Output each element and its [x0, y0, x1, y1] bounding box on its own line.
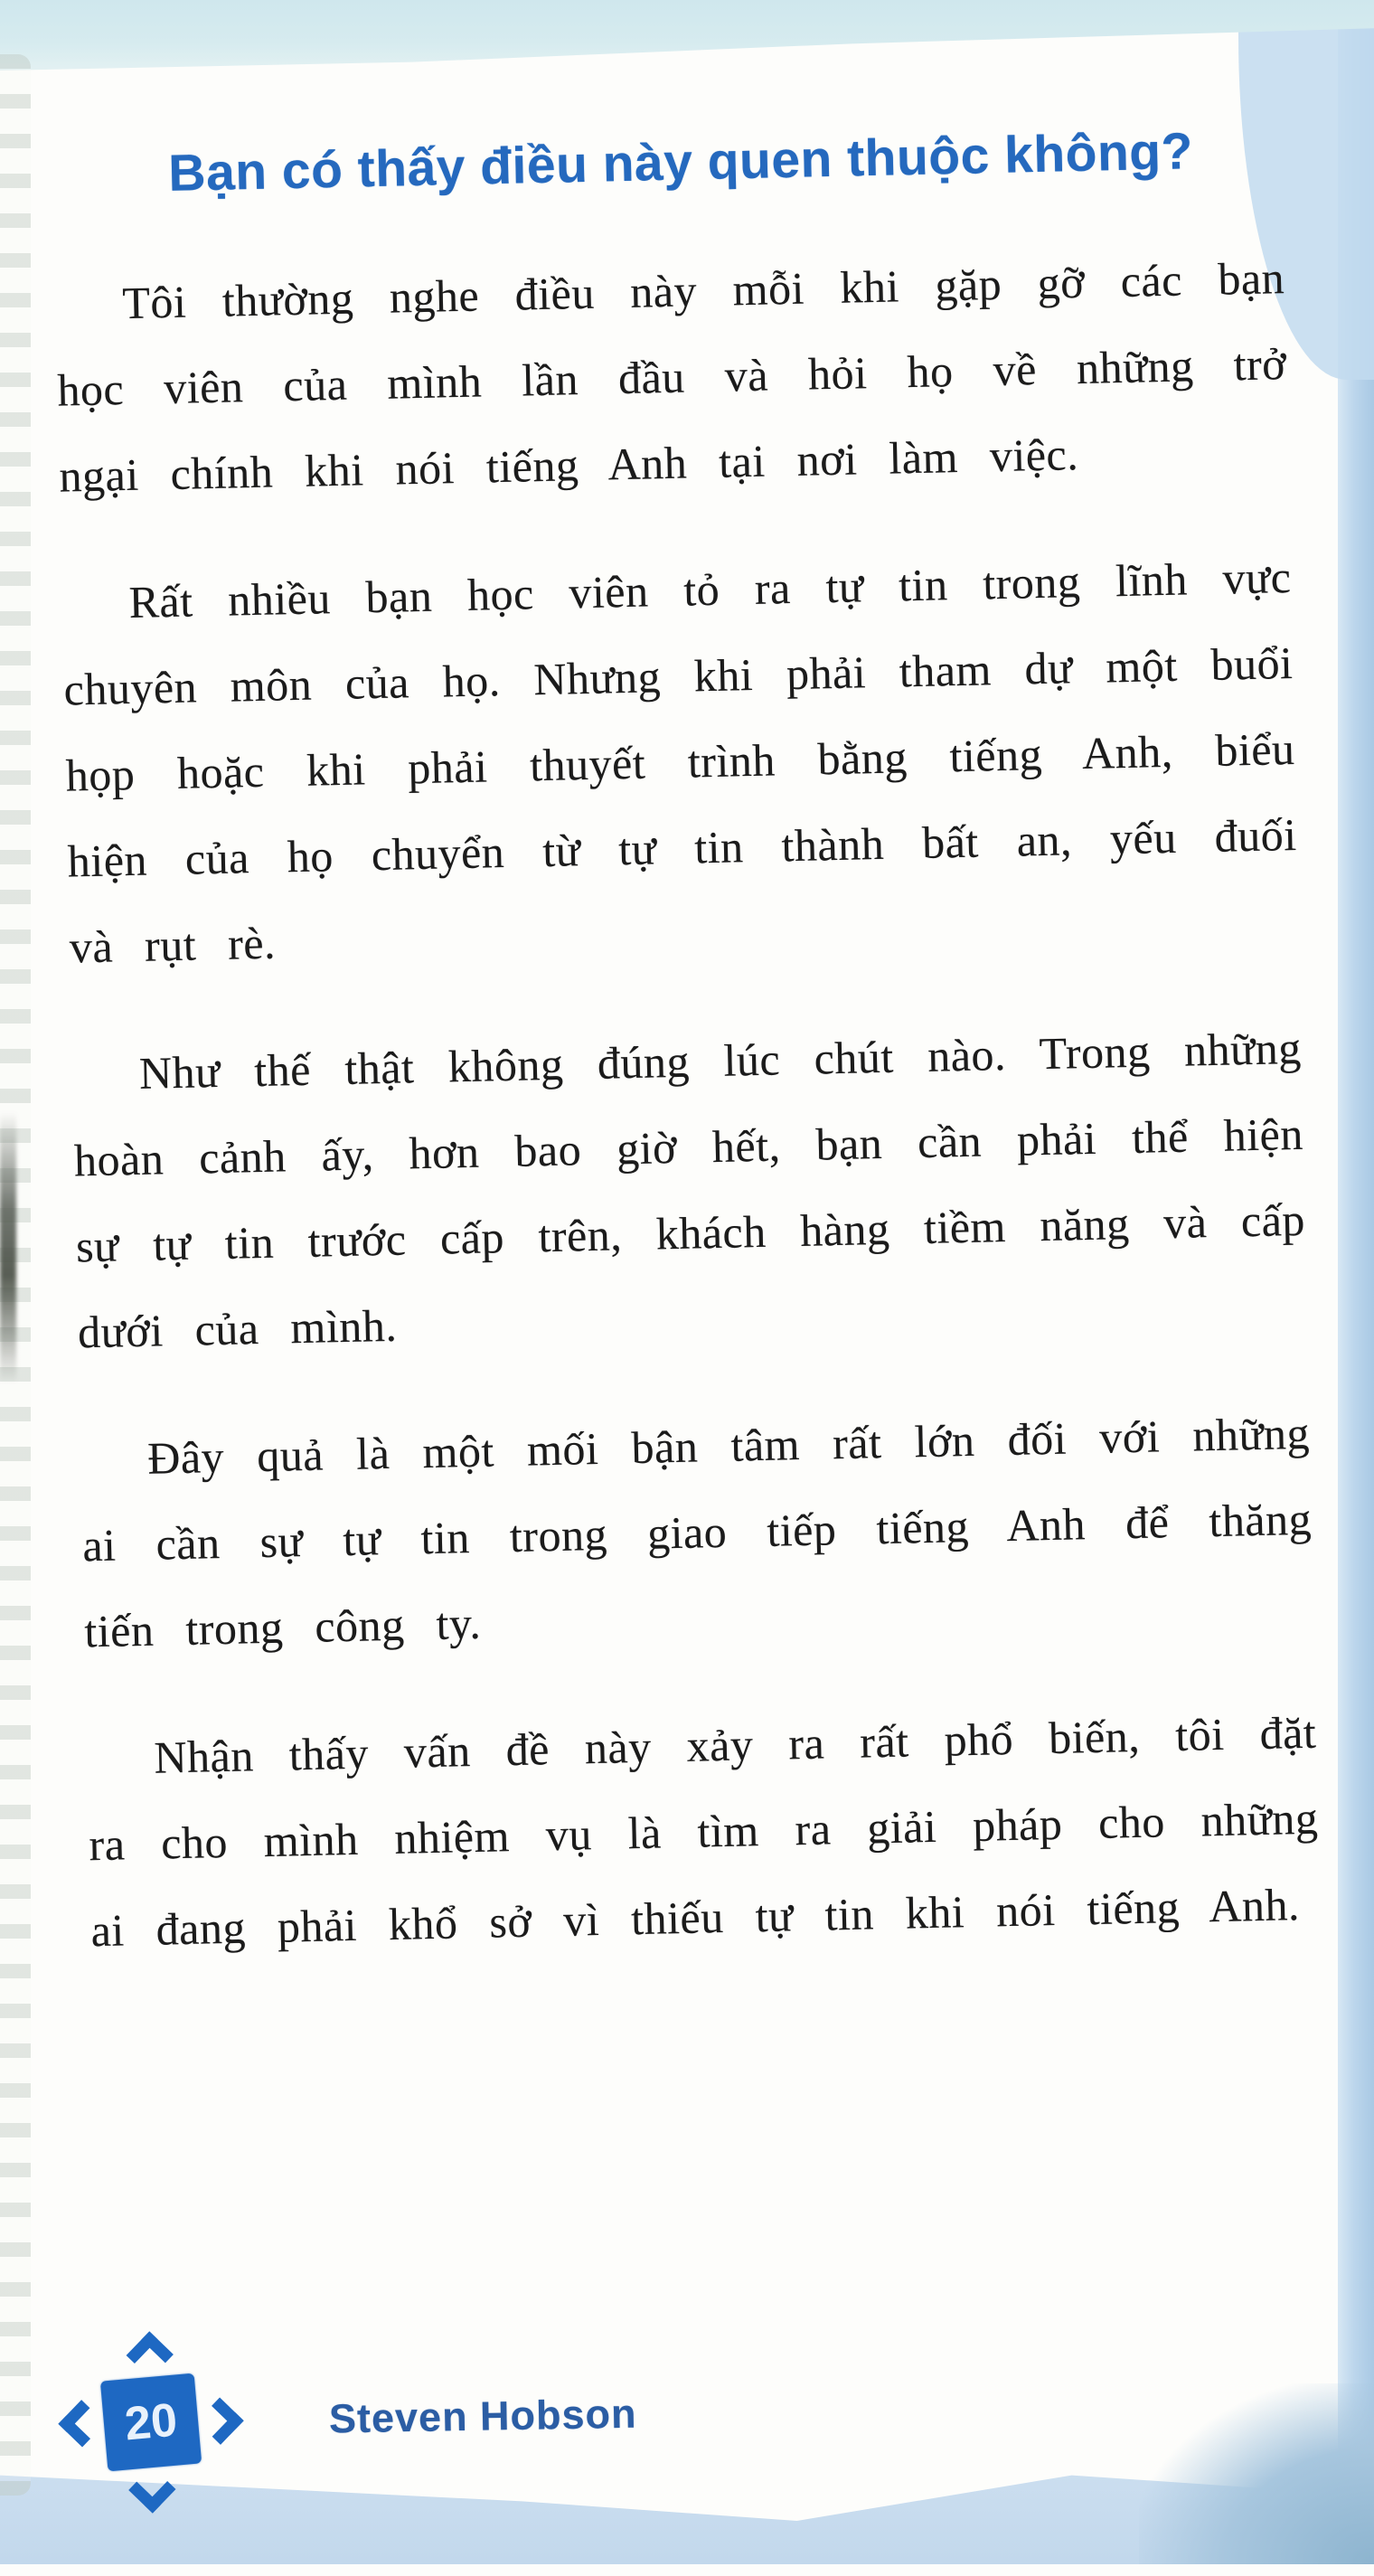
author-name: Steven Hobson — [328, 2390, 637, 2442]
page-number-badge: 20 — [100, 2373, 202, 2472]
page-title: Bạn có thấy điều này quen thuộc không? — [167, 122, 1194, 203]
paragraph-4: Đây quả là một mối bận tâm rất lớn đối với những ai cần sự tự tin trong giao tiếp tiếng Anh để thăng tiến trong công ty. — [81, 1407, 1313, 1657]
page-navigator — [79, 2350, 224, 2496]
paragraph-5: Nhận thấy vấn đề này xảy ra rất phổ biến, tôi đặt ra cho mình nhiệm vụ là tìm ra giải pháp cho những ai đang phải khổ sở vì thiếu tự tin khi nói tiếng Anh. — [88, 1706, 1319, 1957]
paragraph-1: Tôi thường nghe điều này mỗi khi gặp gỡ các bạn học viên của mình lần đầu và hỏi họ về những trở ngại chính khi nói tiếng Anh tại nơi làm việc. — [56, 252, 1287, 502]
chevron-right-icon — [196, 2398, 243, 2445]
paragraph-2: Rất nhiều bạn học viên tỏ ra tự tin trong lĩnh vực chuyên môn của họ. Nhưng khi phải tham dự một buổi họp hoặc khi phải thuyết trình bằng tiếng Anh, biểu hiện của họ chuyển từ tự tin thành bất an, yếu đuối và rụt rè. — [63, 551, 1298, 973]
page-footer — [79, 2343, 638, 2496]
body-text — [54, 235, 1321, 1974]
paragraph-3: Như thế thật không đúng lúc chút nào. Trong những hoàn cảnh ấy, hơn bao giờ hết, bạn cần phải thể hiện sự tự tin trước cấp trên, khách hàng tiềm năng và cấp dưới của mình. — [73, 1022, 1306, 1358]
